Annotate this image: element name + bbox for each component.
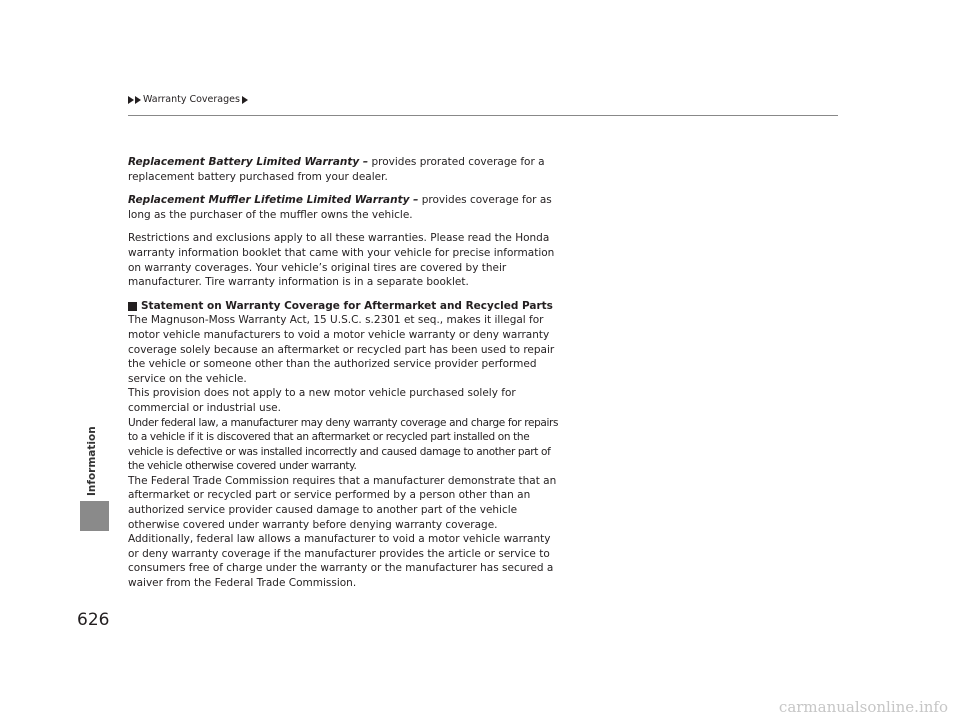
federal-law-paragraph: Under federal law, a manufacturer may deny warranty coverage and charge for repairs to a vehicle if it is discovered that an aftermarket or recycled part installed on the vehicle is defective or was installed incorrectly and caused damage to another part of the vehicle otherwise covered under warranty. bbox=[128, 416, 559, 473]
square-bullet-icon bbox=[128, 302, 137, 311]
triangle-right-icon bbox=[128, 96, 134, 104]
battery-warranty-paragraph bbox=[128, 155, 560, 184]
header-divider bbox=[128, 115, 838, 116]
page-number: 626 bbox=[77, 610, 110, 630]
muffler-warranty-title: Replacement Muffler Lifetime Limited Warranty – bbox=[128, 194, 419, 207]
section-heading bbox=[128, 299, 560, 314]
main-content bbox=[128, 155, 560, 591]
battery-warranty-text: provides prorated coverage for a replacement battery purchased from your dealer. bbox=[128, 156, 545, 183]
restrictions-paragraph: Restrictions and exclusions apply to all these warranties. Please read the Honda warranty information booklet that came with your vehicle for precise information on warranty coverages. Your vehicle’s original tires are covered by their manufacturer. Tire warranty information is in a separate booklet. bbox=[128, 232, 555, 289]
side-tab-label: Information bbox=[86, 426, 98, 496]
breadcrumb-label[interactable]: Warranty Coverages bbox=[143, 94, 240, 105]
triangle-right-icon bbox=[135, 96, 141, 104]
section-title: Statement on Warranty Coverage for Aftermarket and Recycled Parts bbox=[141, 299, 553, 312]
side-tab-marker bbox=[80, 501, 109, 531]
battery-warranty-title: Replacement Battery Limited Warranty – bbox=[128, 156, 369, 168]
watermark: carmanualsonline.info bbox=[778, 698, 948, 716]
muffler-warranty-text: provides coverage for as long as the purchaser of the muffler owns the vehicle. bbox=[128, 194, 552, 221]
breadcrumb bbox=[128, 94, 249, 105]
ftc-paragraph: The Federal Trade Commission requires that a manufacturer demonstrate that an aftermarket or recycled part or service performed by a person other than an authorized service provider caused damage to another part of the vehicle otherwise covered under warranty before denying warranty coverage. bbox=[128, 474, 557, 531]
triangle-right-icon bbox=[242, 96, 248, 104]
muffler-warranty-paragraph bbox=[128, 193, 560, 222]
magnuson-moss-paragraph: The Magnuson-Moss Warranty Act, 15 U.S.C. s.2301 et seq., makes it illegal for motor vehicle manufacturers to void a motor vehicle warranty or deny warranty coverage solely because an aftermarket or recycled part has been used to repair the vehicle or someone other than the authorized service provider performed service on the vehicle. bbox=[128, 314, 555, 385]
commercial-use-paragraph: This provision does not apply to a new motor vehicle purchased solely for commercial or industrial use. bbox=[128, 387, 516, 414]
additional-paragraph: Additionally, federal law allows a manufacturer to void a motor vehicle warranty or deny warranty coverage if the manufacturer provides the article or service to consumers free of charge under the warranty or the manufacturer has secured a waiver from the Federal Trade Commission. bbox=[128, 533, 554, 590]
